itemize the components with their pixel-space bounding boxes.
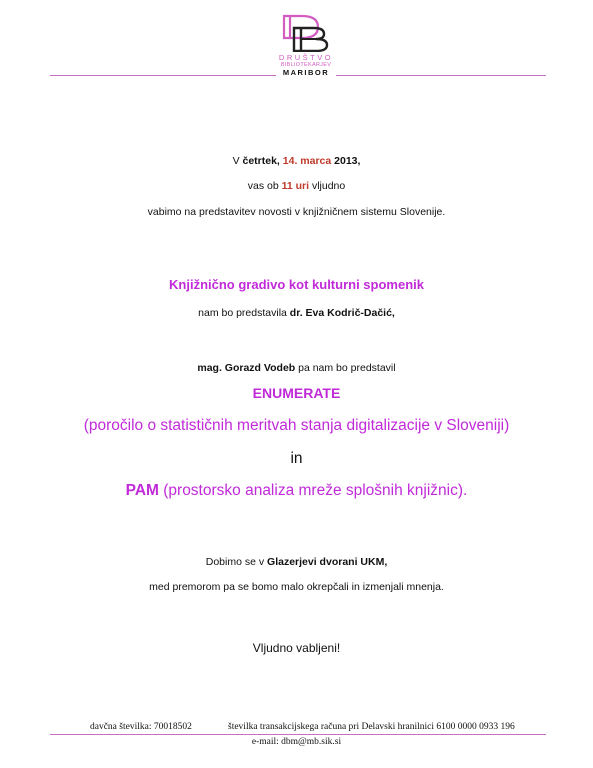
pam-line [0,482,593,500]
venue-line [0,556,593,569]
intro-prefix: V [232,155,243,167]
footer-bank-account: številka transakcijskega računa pri Delavski hranilnici 6100 0000 0933 196 [228,722,515,732]
pam-title: PAM [125,482,159,499]
intro-year: 2013, [331,155,361,167]
talk2-presenter-name: mag. Gorazd Vodeb [197,362,296,374]
intro-date-line [0,155,593,168]
break-text: med premorom pa se bomo malo okrepčali in izmenjali mnenja. [149,581,444,593]
pam-description: (prostorsko analiza mreže splošnih knjižnic). [158,482,468,499]
logo-line-1: DRUŠTVO [278,53,334,62]
intro-invitation-text: vabimo na predstavitev novosti v knjižničnem sistemu Slovenije. [147,206,446,218]
header-rule-left [50,75,276,76]
talk1-presenter [0,307,593,320]
intro-date: 14. marca [282,155,332,167]
header-rule-right [336,75,546,76]
talk2-presenter [0,362,593,375]
talk1-title: Knjižnično gradivo kot kulturni spomenik [169,277,424,292]
venue-prefix: Dobimo se v [205,556,268,568]
talk1-presenter-prefix: nam bo predstavila [198,307,290,319]
talk2-subtitle: (poročilo o statističnih meritvah stanja digitalizacije v Sloveniji) [83,417,510,434]
footer-tax-number: davčna številka: 70018502 [90,722,192,732]
intro-time-prefix: vas ob [247,180,282,192]
intro-time-line [0,180,593,193]
talk1-presenter-name: dr. Eva Kodrič-Dačić, [289,307,395,319]
talk2-presenter-suffix: pa nam bo predstavil [295,362,396,374]
intro-time-suffix: vljudno [309,180,346,192]
db-monogram-icon [280,14,332,52]
greeting: Vljudno vabljeni! [252,641,341,655]
footer-email: e-mail: dbm@mb.sik.si [251,737,342,747]
intro-day: četrtek, [242,155,283,167]
society-logo [276,14,336,77]
footer-rule [50,734,546,735]
intro-time: 11 uri [281,180,310,192]
logo-line-2: BIBLIOTEKARJEV [280,62,332,68]
venue-name: Glazerjevi dvorani UKM, [267,556,388,568]
talk2-title: ENUMERATE [252,385,341,401]
logo-line-3: MARIBOR [282,68,330,77]
connector-in: in [290,450,303,467]
